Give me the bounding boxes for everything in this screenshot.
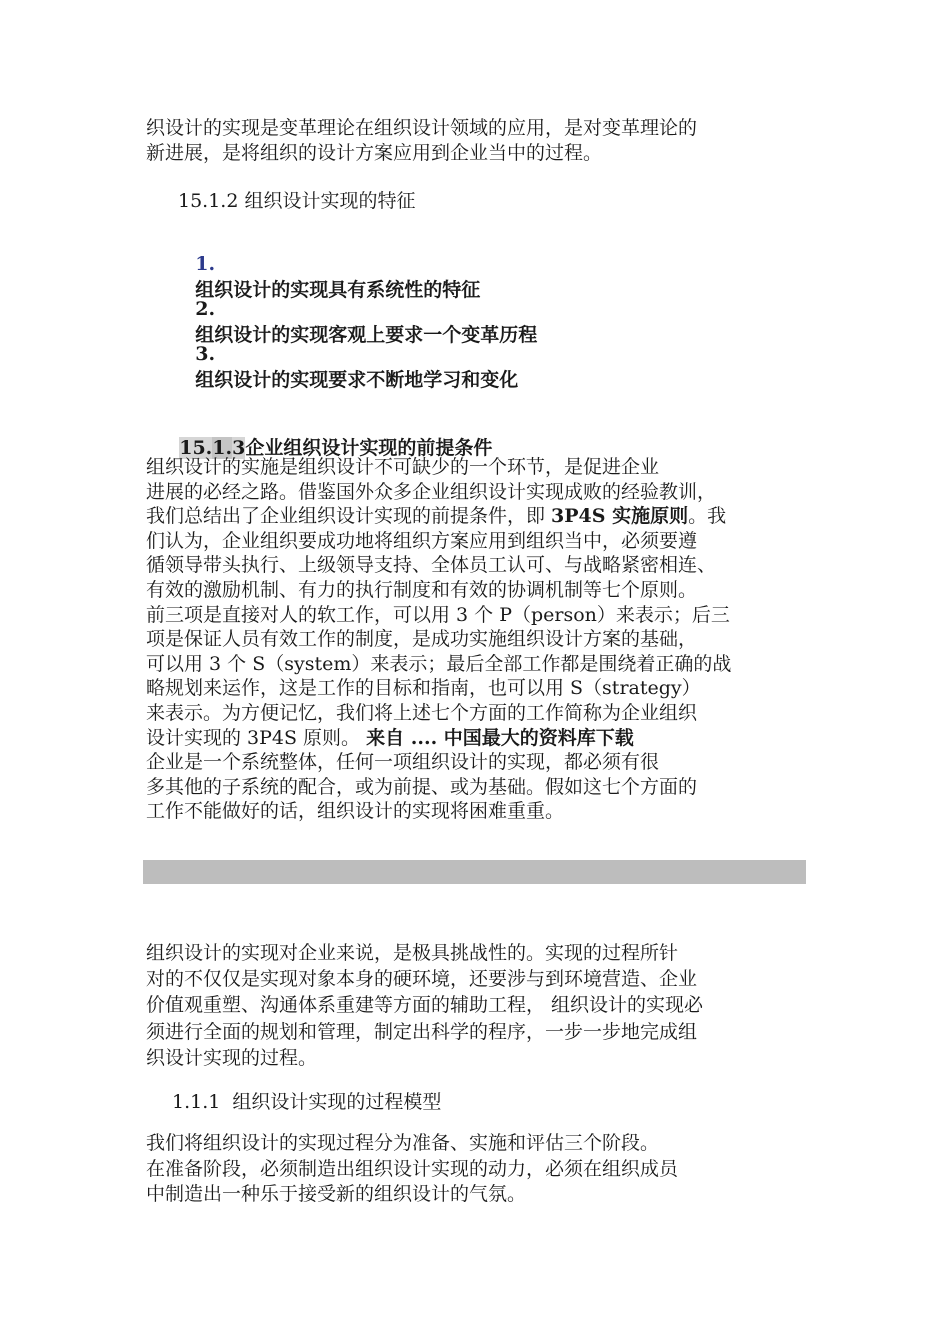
challenge-paragraph [146, 940, 808, 1071]
text-segment: 。我 [688, 505, 727, 528]
text-line: 有效的激励机制、有力的执行制度和有效的协调机制等七个原则。 [146, 578, 698, 601]
text-line: 组织设计的实现对企业来说，是极具挑战性的。实现的过程所针 [146, 942, 679, 964]
text-line: 织设计实现的过程。 [146, 1046, 318, 1069]
feature-item-number: 3. [195, 343, 216, 365]
section-heading-15-1-2: 15.1.2 组织设计实现的特征 [178, 190, 416, 212]
feature-item-text: 组织设计的实现客观上要求一个变革历程 [195, 324, 538, 346]
text-segment: 设计实现的 3P4S 原则。 [146, 726, 367, 749]
text-line: 须进行全面的规划和管理，制定出科学的程序，一步一步地完成组 [146, 1020, 698, 1043]
section-heading-15-1-3 [166, 411, 492, 460]
feature-item-3 [182, 321, 518, 392]
process-paragraph [146, 1131, 808, 1208]
text-line: 可以用 3 个 S（system）来表示；最后全部工作都是围绕着正确的战 [146, 652, 732, 675]
feature-item-number: 1. [195, 253, 216, 275]
text-line [146, 726, 808, 751]
text-line: 组织设计的实施是组织设计不可缺少的一个环节，是促进企业 [146, 456, 660, 478]
text-segment: 我们总结出了企业组织设计实现的前提条件，即 [146, 505, 552, 528]
heading-number-part-2: 1. [212, 437, 233, 459]
text-line: 项是保证人员有效工作的制度，是成功实施组织设计方案的基础， [146, 628, 698, 651]
feature-item-text: 组织设计的实现具有系统性的特征 [195, 279, 481, 301]
separator-bar [143, 860, 806, 884]
feature-item-number: 2. [195, 298, 216, 320]
heading-number-part-1: 15. [179, 437, 213, 459]
text-line: 们认为，企业组织要成功地将组织方案应用到组织当中，必须要遵 [146, 529, 698, 552]
text-line: 企业是一个系统整体，任何一项组织设计的实现，都必须有很 [146, 751, 660, 774]
text-line: 我们将组织设计的实现过程分为准备、实施和评估三个阶段。 [146, 1132, 660, 1154]
text-line: 中制造出一种乐于接受新的组织设计的气氛。 [146, 1183, 527, 1205]
source-label: 来自 .... 中国最大的资料库下载 [366, 726, 634, 749]
intro-line-2: 新进展，是将组织的设计方案应用到企业当中的过程。 [146, 142, 603, 164]
feature-item-text: 组织设计的实现要求不断地学习和变化 [195, 369, 519, 391]
intro-line-1: 织设计的实现是变革理论在组织设计领域的应用，是对变革理论的 [146, 117, 698, 139]
principles-paragraph [146, 455, 808, 824]
text-line: 价值观重塑、沟通体系重建等方面的辅助工程， 组织设计的实现必 [146, 994, 704, 1017]
text-line: 来表示。为方便记忆，我们将上述七个方面的工作简称为企业组织 [146, 701, 698, 724]
text-line: 前三项是直接对人的软工作，可以用 3 个 P（person）来表示；后三 [146, 603, 730, 626]
section-heading-1-1-1: 1.1.1 组织设计实现的过程模型 [172, 1091, 442, 1113]
text-line [146, 504, 808, 529]
text-line: 略规划来运作，这是工作的目标和指南，也可以用 S（strategy） [146, 677, 701, 700]
text-line: 进展的必经之路。借鉴国外众多企业组织设计实现成败的经验教训， [146, 480, 717, 503]
text-line: 循领导带头执行、上级领导支持、全体员工认可、与战略紧密相连、 [146, 554, 717, 577]
text-line: 对的不仅仅是实现对象本身的硬环境，还要涉与到环境营造、企业 [146, 968, 698, 991]
text-line: 工作不能做好的话，组织设计的实现将困难重重。 [146, 800, 565, 823]
text-line: 多其他的子系统的配合，或为前提、或为基础。假如这七个方面的 [146, 775, 698, 798]
principle-name: 3P4S 实施原则 [551, 505, 689, 528]
text-line: 在准备阶段，必须制造出组织设计实现的动力，必须在组织成员 [146, 1157, 679, 1180]
heading-text: 企业组织设计实现的前提条件 [245, 437, 493, 459]
heading-number-part-3: 3 [232, 437, 246, 459]
